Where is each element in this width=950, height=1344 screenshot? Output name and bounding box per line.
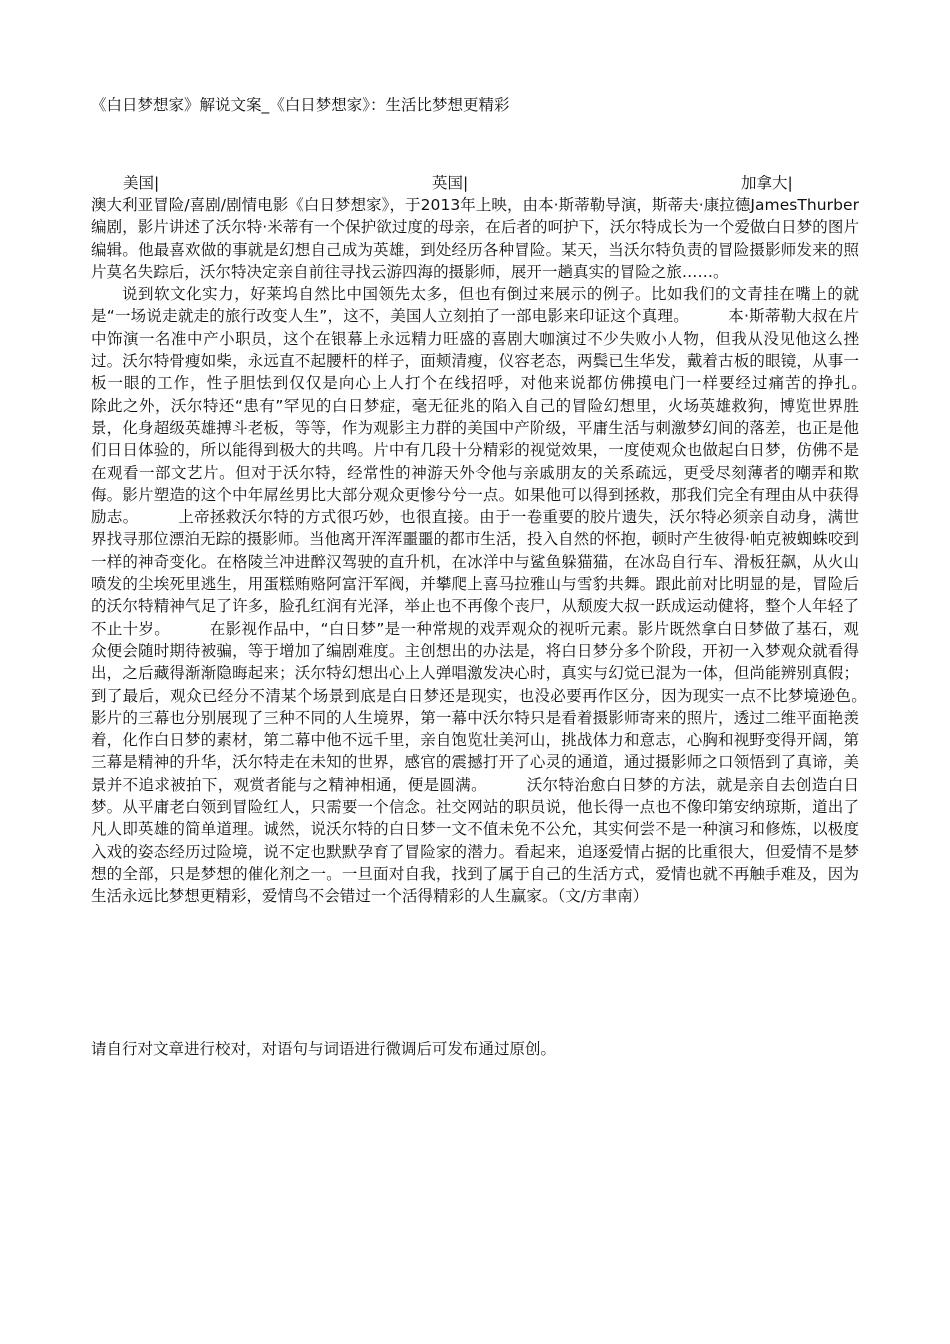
review-paragraph: 说到软文化实力，好莱坞自然比中国领先太多，但也有倒过来展示的例子。比如我们的文青挂在嘴上的就是“一场说走就走的旅行改变人生”，这不，美国人立刻拍了一部电影来印证这个真理。 本·斯蒂勒大叔在片中饰演一名准中产小职员，这个在银幕上永远精力旺盛的喜剧大咖演过不少失败小人物，但我从没见他这么挫过。沃尔特骨瘦如柴，永远直不起腰杆的样子，面颊清瘦，仪容老态，两鬓已生华发，戴着古板的眼镜，从事一板一眼的工作，性子胆怯到仅仅是向心上人打个在线招呼，对他来说都仿佛摸电门一样要经过痛苦的挣扎。 除此之外，沃尔特还“患有”罕见的白日梦症，毫无征兆的陷入自己的冒险幻想里，火场英雄救狗，博览世界胜景，化身超级英雄搏斗老板，等等，作为观影主力群的美国中产阶级，平庸生活与刺激梦幻间的落差，也正是他们日日体验的，所以能得到极大的共鸣。片中有几段十分精彩的视觉效果，一度使观众也做起白日梦，仿佛不是在观看一部文艺片。但对于沃尔特，经常性的神游天外令他与亲戚朋友的关系疏远，更受尽刻薄者的嘲弄和欺侮。影片塑造的这个中年屌丝男比大部分观众更惨兮兮一点。如果他可以得到拯救，那我们完全有理由从中获得励志。 上帝拯救沃尔特的方式很巧妙，也很直接。由于一卷重要的胶片遗失，沃尔特必须亲自动身，满世界找寻那位漂泊无踪的摄影师。当他离开浑浑噩噩的都市生活，投入自然的怀抱，顿时产生彼得·帕克被蜘蛛咬到一样的神奇变化。在格陵兰冲进醉汉驾驶的直升机，在冰洋中与鲨鱼躲猫猫，在冰岛自行车、滑板狂飙，从火山喷发的尘埃死里逃生，用蛋糕贿赂阿富汗军阀，并攀爬上喜马拉雅山与雪豹共舞。跟此前对比明显的是，冒险后的沃尔特精神气足了许多，脸孔红润有光泽，举止也不再像个丧尸，从颓废大叔一跃成运动健将，整个人年轻了不止十岁。 在影视作品中，“白日梦”是一种常规的戏弄观众的视听元素。影片既然拿白日梦做了基石，观众便会随时期待被骗，等于增加了编剧难度。主创想出的办法是，将白日梦分多个阶段，开初一入梦观众就看得出，之后藏得渐渐隐晦起来；沃尔特幻想出心上人弹唱激发决心时，真实与幻觉已混为一体，但尚能辨别真假；到了最后，观众已经分不清某个场景到底是白日梦还是现实，也没必要再作区分，因为现实一点不比梦境逊色。 影片的三幕也分别展现了三种不同的人生境界，第一幕中沃尔特只是看着摄影师寄来的照片，透过二维平面艳羡着，化作白日梦的素材，第二幕中他不远千里，亲自饱览壮美河山，挑战体力和意志，心胸和视野变得开阔，第三幕是精神的升华，沃尔特走在未知的世界，感官的震撼打开了心灵的通道，通过摄影师之口领悟到了真谛，美景并不追求被拍下，观赏者能与之精神相通，便是圆满。 沃尔特治愈白日梦的方法，就是亲自去创造白日梦。从平庸老白领到冒险红人，只需要一个信念。社交网站的职员说，他长得一点也不像印第安纳琼斯，道出了凡人即英雄的简单道理。诚然，说沃尔特的白日梦一文不值未免不公允，其实何尝不是一种演习和修炼，以极度入戏的姿态经历过险境，说不定也默默孕育了冒险家的潜力。看起来，追逐爱情占据的比重很大，但爱情不是梦想的全部，只是梦想的催化剂之一。一旦面对自我，找到了属于自己的生活方式，爱情也就不再触手难及，因为生活永远比梦想更精彩，爱情鸟不会错过一个活得精彩的人生赢家。（文/方聿南） (91, 285, 906, 906)
country-uk: 英国| (432, 174, 469, 192)
footer-note: 请自行对文章进行校对，对语句与词语进行微调后可发布通过原创。 (91, 1040, 557, 1058)
article-body (91, 194, 906, 908)
country-usa: 美国| (123, 174, 160, 192)
country-canada: 加拿大| (741, 174, 793, 192)
country-row (91, 172, 859, 194)
synopsis-paragraph: 澳大利亚冒险/喜剧/剧情电影《白日梦想家》，于2013年上映，由本·斯蒂勒导演，斯蒂夫·康拉德JamesThurber编剧，影片讲述了沃尔特·米蒂有一个保护欲过度的母亲，在后者的呵护下，沃尔特成长为一个爱做白日梦的图片编辑。他最喜欢做的事就是幻想自己成为英雄，到处经历各种冒险。某天，当沃尔特负责的冒险摄影师发来的照片莫名失踪后，沃尔特决定亲自前往寻找云游四海的摄影师，展开一趟真实的冒险之旅……。 (91, 196, 859, 281)
document-title: 《白日梦想家》解说文案_《白日梦想家》：生活比梦想更精彩 (91, 96, 510, 114)
